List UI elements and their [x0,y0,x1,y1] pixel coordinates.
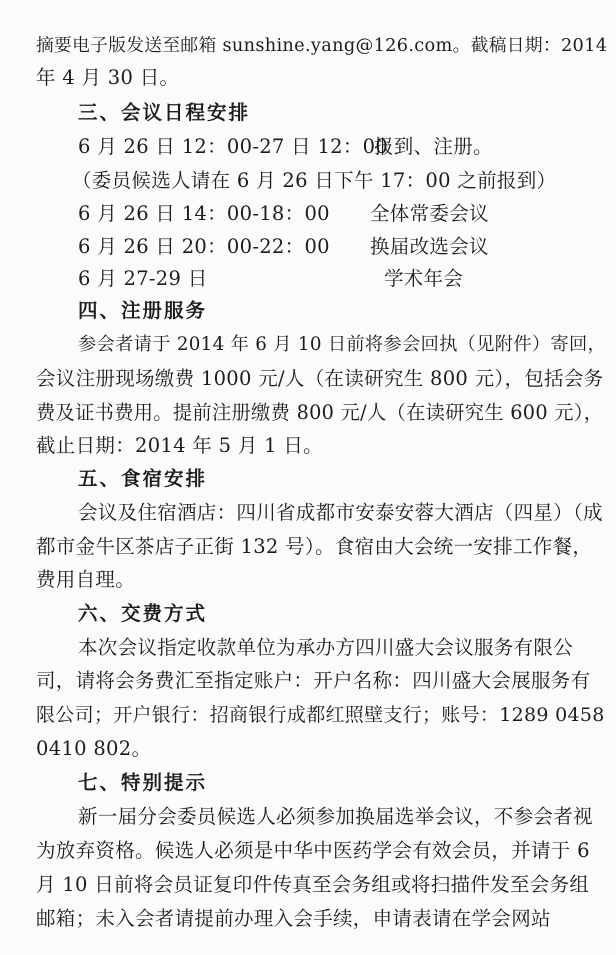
text-line: 年 4 月 30 日。 [36,66,180,89]
schedule-row-2 [78,200,489,228]
schedule-event: 报到、注册。 [374,135,493,158]
schedule-row-1 [78,133,493,161]
section-heading-4: 四、注册服务 [78,299,208,322]
text-line: 参会者请于 2014 年 6 月 10 日前将参会回执（见附件）寄回， [78,334,607,355]
section-heading-5: 五、食宿安排 [78,467,208,490]
schedule-note: （委员候选人请在 6 月 26 日下午 17：00 之前报到） [72,169,557,192]
schedule-event: 换届改选会议 [370,235,489,258]
text-line: 司，请将会务费汇至指定账户：开户名称：四川盛大会展服务有 [36,669,591,692]
text-line: 截止日期：2014 年 5 月 1 日。 [36,434,323,457]
section-heading-3: 三、会议日程安排 [78,101,251,124]
schedule-time: 6 月 26 日 20：00-22：00 [78,235,330,258]
text-line: 都市金牛区茶店子正街 132 号）。食宿由大会统一安排工作餐， [36,535,593,558]
schedule-time: 6 月 27-29 日 [78,267,208,290]
text-line: 本次会议指定收款单位为承办方四川盛大会议服务有限公 [78,636,574,659]
text-line: 0410 802。 [36,737,152,760]
schedule-row-3 [78,233,489,261]
schedule-time: 6 月 26 日 12：00-27 日 12：00 [78,135,389,158]
text-line: 会议注册现场缴费 1000 元/人（在读研究生 800 元），包括会务 [36,367,604,390]
text-line: 费及证书费用。提前注册缴费 800 元/人（在读研究生 600 元）， [36,401,604,424]
text-line: 会议及住宿酒店：四川省成都市安泰安蓉大酒店（四星）（成 [78,501,603,524]
text-line: 摘要电子版发送至邮箱 sunshine.yang@126.com。截稿日期：2014 [36,36,608,56]
text-line: 月 10 日前将会员证复印件传真至会务组或将扫描件发至会务组 [36,873,590,896]
text-line: 为放弃资格。候选人必须是中华中医药学会有效会员，并请于 6 [36,839,590,862]
text-line: 费用自理。 [36,568,136,591]
schedule-row-4 [78,265,464,293]
schedule-time: 6 月 26 日 14：00-18：00 [78,202,330,225]
text-line: 邮箱；未入会者请提前办理入会手续，申请表请在学会网站 [36,907,551,930]
section-heading-6: 六、交费方式 [78,602,208,625]
text-line: 限公司；开户银行：招商银行成都红照壁支行；账号：1289 0458 [36,704,605,726]
schedule-event: 全体常委会议 [370,202,489,225]
text-line: 新一届分会委员候选人必须参加换届选举会议，不参会者视 [78,805,593,828]
section-heading-7: 七、特别提示 [78,771,208,794]
schedule-event: 学术年会 [384,267,464,290]
